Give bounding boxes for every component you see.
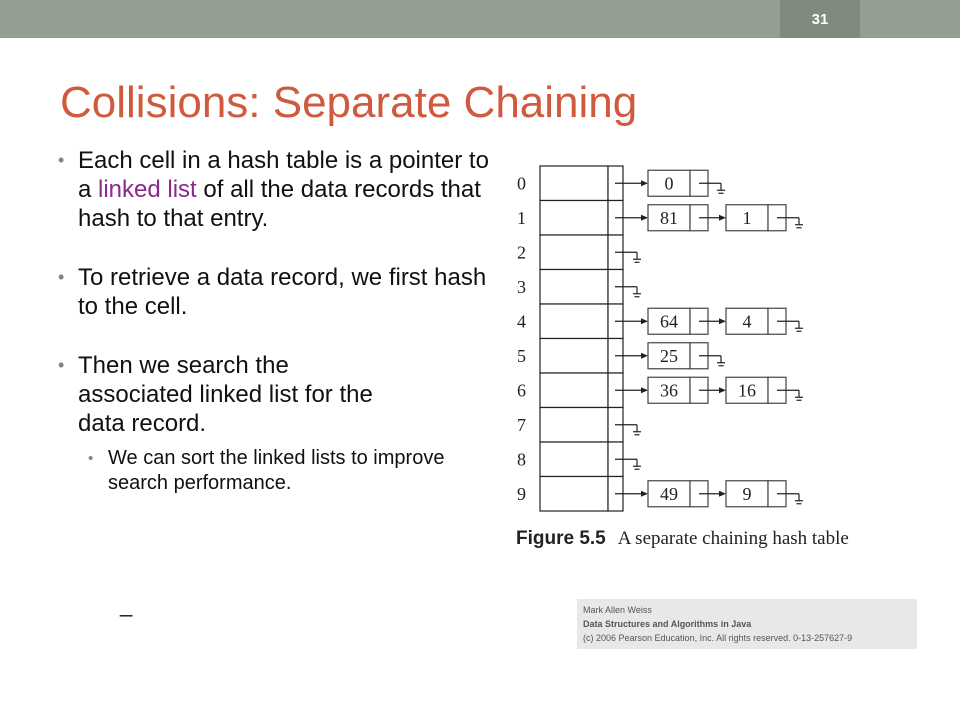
list-node-label: 49 [660, 483, 678, 504]
list-node-label: 25 [660, 345, 678, 366]
sub-bullet-item [88, 446, 488, 496]
row-index-label: 9 [517, 483, 526, 504]
arrow-head-icon [641, 180, 648, 186]
hash-cell [540, 235, 608, 270]
bullet-item [58, 146, 503, 233]
row-index-label: 3 [517, 276, 526, 297]
bullet-dot-icon: • [58, 267, 65, 287]
bullet-list [58, 146, 498, 496]
credit-book: Data Structures and Algorithms in Java [583, 619, 752, 629]
hash-cell [540, 339, 608, 374]
hash-cell [540, 201, 608, 236]
arrow-head-icon [719, 491, 726, 497]
arrow-head-icon [719, 215, 726, 221]
list-node-label: 0 [664, 173, 674, 194]
row-index-label: 0 [517, 173, 526, 194]
figure-label: Figure 5.5 [516, 528, 606, 549]
bullet-item [58, 351, 378, 438]
bullet-text: Each cell in a hash table is a pointer to a [78, 147, 489, 203]
hash-cell [540, 442, 608, 477]
row-index-label: 8 [517, 449, 526, 470]
trailing-text: _ [120, 592, 133, 617]
bullet-dot-icon: • [88, 450, 94, 467]
list-node-label: 81 [660, 207, 678, 228]
arrow-head-icon [719, 318, 726, 324]
sub-bullet-text: We can sort the linked lists to improve search performance. [108, 447, 445, 494]
row-index-label: 2 [517, 242, 526, 263]
list-node-label: 16 [738, 380, 756, 401]
hash-cell [540, 408, 608, 443]
row-index-label: 5 [517, 345, 526, 366]
linked-list-term: linked list [98, 176, 197, 203]
hash-table-figure [505, 160, 835, 520]
credit-copyright: (c) 2006 Pearson Education, Inc. All rights reserved. 0-13-257627-9 [583, 633, 853, 643]
bullet-text: To retrieve a data record, we first hash to the cell. [78, 264, 487, 320]
bullet-text: of all the data records that hash to that entry. [78, 176, 481, 232]
arrow-head-icon [641, 353, 648, 359]
arrow-head-icon [641, 387, 648, 393]
arrow-head-icon [641, 318, 648, 324]
slide-title: Collisions: Separate Chaining [60, 78, 638, 127]
row-index-label: 1 [517, 207, 526, 228]
hash-cell [540, 477, 608, 512]
figure-caption [516, 528, 849, 550]
arrow-head-icon [641, 215, 648, 221]
bullet-dot-icon: • [58, 150, 65, 170]
credit-author: Mark Allen Weiss [583, 605, 652, 615]
slide-number: 31 [780, 0, 860, 38]
arrow-head-icon [719, 387, 726, 393]
row-index-label: 6 [517, 380, 526, 401]
bullet-dot-icon: • [58, 355, 65, 375]
row-index-label: 7 [517, 414, 526, 435]
list-node-label: 64 [660, 311, 678, 332]
list-node-label: 9 [742, 483, 752, 504]
hash-cell [540, 166, 608, 201]
figure-caption-text: A separate chaining hash table [617, 528, 849, 549]
arrow-head-icon [641, 491, 648, 497]
hash-cell [540, 304, 608, 339]
list-node-label: 1 [742, 207, 752, 228]
row-index-label: 4 [517, 311, 526, 332]
credit-box [577, 599, 917, 649]
hash-cell [540, 270, 608, 305]
hash-cell [540, 373, 608, 408]
bullet-text: Then we search the associated linked list for the data record. [78, 352, 373, 437]
bullet-item [58, 263, 498, 321]
list-node-label: 36 [660, 380, 678, 401]
list-node-label: 4 [742, 311, 752, 332]
top-bar [0, 0, 960, 38]
